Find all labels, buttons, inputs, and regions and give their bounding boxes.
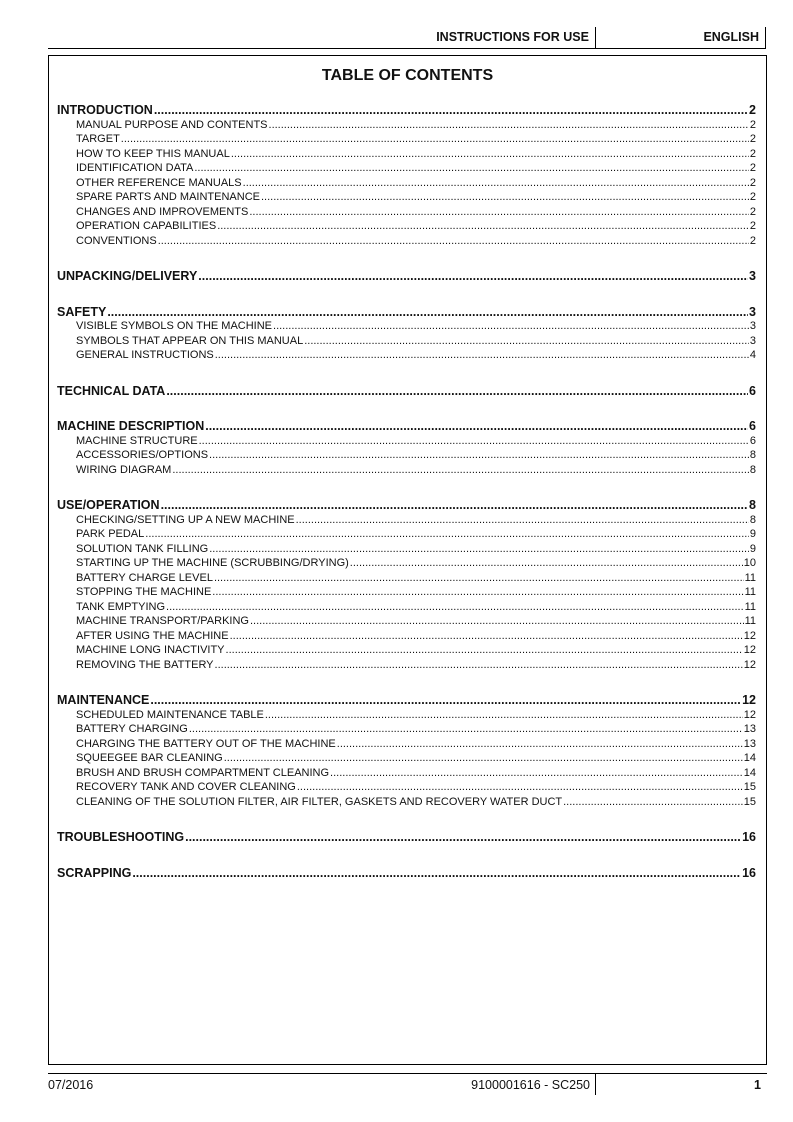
toc-chapter-label: TECHNICAL DATA xyxy=(57,383,166,398)
dot-leader xyxy=(231,148,749,160)
toc-entry-page: 15 xyxy=(743,795,756,808)
toc-chapter[interactable] xyxy=(57,103,756,119)
dot-leader xyxy=(243,177,749,189)
toc-entry[interactable] xyxy=(57,630,756,645)
toc-section xyxy=(57,103,756,249)
toc-entry-page: 12 xyxy=(743,629,756,642)
toc-chapter[interactable] xyxy=(57,384,756,400)
toc-chapter-page: 16 xyxy=(742,865,756,880)
toc-entry[interactable] xyxy=(57,235,756,250)
table-of-contents xyxy=(57,103,756,901)
toc-entry[interactable] xyxy=(57,752,756,767)
dot-leader xyxy=(215,659,743,671)
toc-entry-page: 2 xyxy=(749,147,756,160)
dot-leader xyxy=(350,557,743,569)
toc-entry-page: 12 xyxy=(743,658,756,671)
toc-entry[interactable] xyxy=(57,119,756,134)
toc-chapter[interactable] xyxy=(57,305,756,321)
toc-entry-label: IDENTIFICATION DATA xyxy=(76,162,194,174)
toc-section xyxy=(57,866,756,882)
toc-entry-label: MACHINE TRANSPORT/PARKING xyxy=(76,615,249,627)
footer-document-code: 9100001616 - SC250 xyxy=(471,1078,590,1092)
toc-entry-label: OPERATION CAPABILITIES xyxy=(76,220,217,232)
toc-entry-label: WIRING DIAGRAM xyxy=(76,463,172,476)
dot-leader xyxy=(217,220,749,232)
dot-leader xyxy=(154,103,748,117)
toc-entry[interactable] xyxy=(57,191,756,206)
toc-entry-page: 11 xyxy=(744,586,756,598)
toc-entry-page: 2 xyxy=(749,234,756,247)
dot-leader xyxy=(194,162,749,174)
toc-entry-label: MACHINE STRUCTURE xyxy=(76,434,198,447)
toc-entry[interactable] xyxy=(57,781,756,796)
toc-chapter-label: SAFETY xyxy=(57,304,107,319)
dot-leader xyxy=(563,796,743,808)
toc-entry-page: 13 xyxy=(743,737,756,750)
toc-section xyxy=(57,384,756,400)
footer-date: 07/2016 xyxy=(48,1078,94,1092)
toc-entry[interactable] xyxy=(57,709,756,724)
toc-chapter-page: 2 xyxy=(749,103,756,117)
toc-entry[interactable] xyxy=(57,335,756,350)
toc-chapter-label: USE/OPERATION xyxy=(57,498,160,512)
header-title: INSTRUCTIONS FOR USE xyxy=(436,30,589,44)
toc-entry[interactable] xyxy=(57,659,756,674)
toc-chapter-page: 3 xyxy=(749,269,756,283)
toc-entry-page: 2 xyxy=(749,162,756,174)
toc-entry-label: CONVENTIONS xyxy=(76,234,157,247)
dot-leader xyxy=(205,419,748,433)
toc-entry-label: PARK PEDAL xyxy=(76,528,145,540)
toc-entry-page: 2 xyxy=(749,118,756,131)
toc-entry[interactable] xyxy=(57,133,756,148)
dot-leader xyxy=(199,435,749,447)
toc-chapter[interactable] xyxy=(57,269,756,285)
toc-entry-label: TARGET xyxy=(76,133,120,145)
dot-leader xyxy=(209,449,749,461)
toc-entry[interactable] xyxy=(57,220,756,235)
dot-leader xyxy=(296,514,749,526)
dot-leader xyxy=(269,119,749,131)
page-title: TABLE OF CONTENTS xyxy=(321,67,494,84)
dot-leader xyxy=(121,133,749,145)
toc-entry[interactable] xyxy=(57,557,756,572)
dot-leader xyxy=(215,349,749,361)
toc-entry-label: BRUSH AND BRUSH COMPARTMENT CLEANING xyxy=(76,766,330,779)
toc-entry[interactable] xyxy=(57,206,756,221)
toc-entry-page: 2 xyxy=(749,191,756,203)
toc-entry-label: CHANGES AND IMPROVEMENTS xyxy=(76,205,249,218)
toc-entry-label: SCHEDULED MAINTENANCE TABLE xyxy=(76,708,264,721)
dot-leader xyxy=(150,693,741,707)
dot-leader xyxy=(330,767,743,779)
dot-leader xyxy=(261,191,749,203)
toc-section xyxy=(57,498,756,673)
toc-entry-page: 2 xyxy=(749,220,756,232)
toc-entry-label: SQUEEGEE BAR CLEANING xyxy=(76,752,223,764)
dot-leader xyxy=(273,320,749,332)
toc-entry-label: CHECKING/SETTING UP A NEW MACHINE xyxy=(76,513,295,526)
toc-chapter[interactable] xyxy=(57,419,756,435)
toc-entry-page: 8 xyxy=(749,463,756,476)
toc-entry[interactable] xyxy=(57,435,756,450)
toc-entry-page: 9 xyxy=(749,542,756,555)
dot-leader xyxy=(107,305,748,319)
header-language: ENGLISH xyxy=(703,30,759,44)
toc-chapter-page: 6 xyxy=(749,383,756,398)
dot-leader xyxy=(230,630,743,642)
toc-entry[interactable] xyxy=(57,464,756,479)
dot-leader xyxy=(250,615,744,627)
header-language-cell xyxy=(596,27,766,49)
toc-chapter-label: TROUBLESHOOTING xyxy=(57,830,185,844)
toc-entry[interactable] xyxy=(57,644,756,659)
toc-chapter-label: SCRAPPING xyxy=(57,865,132,880)
toc-entry[interactable] xyxy=(57,767,756,782)
toc-entry-label: BATTERY CHARGE LEVEL xyxy=(76,571,213,584)
toc-entry-page: 12 xyxy=(743,708,756,721)
footer-left-cell xyxy=(48,1073,596,1095)
toc-chapter-page: 8 xyxy=(749,498,756,512)
toc-entry-page: 3 xyxy=(749,320,756,332)
toc-entry[interactable] xyxy=(57,162,756,177)
dot-leader xyxy=(145,528,749,540)
dot-leader xyxy=(337,738,743,750)
dot-leader xyxy=(166,601,744,613)
toc-entry-label: AFTER USING THE MACHINE xyxy=(76,629,229,642)
toc-entry[interactable] xyxy=(57,177,756,192)
toc-entry-page: 3 xyxy=(749,334,756,347)
toc-entry-label: VISIBLE SYMBOLS ON THE MACHINE xyxy=(76,320,273,332)
dot-leader xyxy=(224,752,743,764)
toc-entry-label: SOLUTION TANK FILLING xyxy=(76,542,209,555)
toc-entry[interactable] xyxy=(57,449,756,464)
dot-leader xyxy=(132,866,741,880)
dot-leader xyxy=(166,384,748,398)
dot-leader xyxy=(158,235,749,247)
toc-entry-label: SYMBOLS THAT APPEAR ON THIS MANUAL xyxy=(76,334,304,347)
toc-entry-label: REMOVING THE BATTERY xyxy=(76,658,214,671)
dot-leader xyxy=(226,644,743,656)
content-frame xyxy=(48,55,767,1065)
toc-entry-label: STARTING UP THE MACHINE (SCRUBBING/DRYING) xyxy=(76,557,349,569)
toc-entry[interactable] xyxy=(57,738,756,753)
toc-chapter-label: MAINTENANCE xyxy=(57,693,150,707)
toc-entry[interactable] xyxy=(57,615,756,630)
toc-entry-page: 4 xyxy=(749,349,756,361)
toc-entry-page: 10 xyxy=(743,557,756,569)
toc-entry-page: 2 xyxy=(749,176,756,189)
toc-entry-label: TANK EMPTYING xyxy=(76,600,166,613)
toc-chapter-label: INTRODUCTION xyxy=(57,103,153,117)
dot-leader xyxy=(198,269,748,283)
dot-leader xyxy=(161,498,748,512)
toc-entry[interactable] xyxy=(57,148,756,163)
toc-entry[interactable] xyxy=(57,543,756,558)
toc-chapter-label: MACHINE DESCRIPTION xyxy=(57,419,205,433)
toc-entry[interactable] xyxy=(57,514,756,529)
toc-entry-label: MANUAL PURPOSE AND CONTENTS xyxy=(76,118,268,131)
toc-entry-label: RECOVERY TANK AND COVER CLEANING xyxy=(76,781,296,793)
dot-leader xyxy=(297,781,743,793)
dot-leader xyxy=(189,723,743,735)
dot-leader xyxy=(265,709,743,721)
toc-entry-page: 2 xyxy=(749,133,756,145)
toc-entry-label: BATTERY CHARGING xyxy=(76,723,188,735)
toc-entry[interactable] xyxy=(57,601,756,616)
dot-leader xyxy=(172,464,749,476)
dot-leader xyxy=(212,586,743,598)
toc-entry-label: STOPPING THE MACHINE xyxy=(76,586,212,598)
dot-leader xyxy=(214,572,744,584)
toc-entry-label: MACHINE LONG INACTIVITY xyxy=(76,644,225,656)
toc-section xyxy=(57,693,756,810)
toc-entry-page: 15 xyxy=(743,781,756,793)
toc-chapter[interactable] xyxy=(57,830,756,846)
toc-entry-page: 11 xyxy=(744,615,756,627)
toc-section xyxy=(57,269,756,285)
footer-page-number: 1 xyxy=(754,1078,761,1092)
toc-entry-page: 12 xyxy=(743,644,756,656)
toc-chapter-page: 6 xyxy=(749,419,756,433)
toc-entry-label: OTHER REFERENCE MANUALS xyxy=(76,176,242,189)
toc-entry-page: 8 xyxy=(749,513,756,526)
toc-entry-label: ACCESSORIES/OPTIONS xyxy=(76,449,209,461)
toc-entry-label: CHARGING THE BATTERY OUT OF THE MACHINE xyxy=(76,737,336,750)
dot-leader xyxy=(249,206,749,218)
toc-entry-label: GENERAL INSTRUCTIONS xyxy=(76,349,214,361)
dot-leader xyxy=(304,335,749,347)
toc-section xyxy=(57,305,756,364)
toc-entry-label: CLEANING OF THE SOLUTION FILTER, AIR FILTER, GASKETS AND RECOVERY WATER DUCT xyxy=(76,795,563,808)
toc-entry-page: 11 xyxy=(744,571,756,584)
toc-entry-page: 14 xyxy=(743,766,756,779)
toc-chapter[interactable] xyxy=(57,866,756,882)
toc-chapter[interactable] xyxy=(57,693,756,709)
toc-entry[interactable] xyxy=(57,528,756,543)
footer-right-cell xyxy=(596,1073,767,1095)
toc-chapter-page: 16 xyxy=(742,830,756,844)
toc-chapter-page: 3 xyxy=(749,304,756,319)
toc-entry-page: 11 xyxy=(744,600,756,613)
toc-entry[interactable] xyxy=(57,320,756,335)
toc-entry[interactable] xyxy=(57,349,756,364)
toc-entry-label: SPARE PARTS AND MAINTENANCE xyxy=(76,191,260,203)
toc-section xyxy=(57,830,756,846)
toc-entry[interactable] xyxy=(57,572,756,587)
dot-leader xyxy=(209,543,749,555)
header-title-cell xyxy=(48,27,596,49)
toc-entry-page: 13 xyxy=(743,723,756,735)
toc-entry-page: 14 xyxy=(743,752,756,764)
toc-entry[interactable] xyxy=(57,796,756,811)
dot-leader xyxy=(185,830,741,844)
toc-entry-page: 9 xyxy=(749,528,756,540)
toc-entry[interactable] xyxy=(57,586,756,601)
toc-section xyxy=(57,419,756,478)
toc-chapter-label: UNPACKING/DELIVERY xyxy=(57,269,198,283)
toc-chapter-page: 12 xyxy=(742,693,756,707)
toc-entry-label: HOW TO KEEP THIS MANUAL xyxy=(76,147,230,160)
toc-entry[interactable] xyxy=(57,723,756,738)
toc-chapter[interactable] xyxy=(57,498,756,514)
toc-entry-page: 6 xyxy=(749,434,756,447)
toc-entry-page: 2 xyxy=(749,205,756,218)
toc-entry-page: 8 xyxy=(749,449,756,461)
